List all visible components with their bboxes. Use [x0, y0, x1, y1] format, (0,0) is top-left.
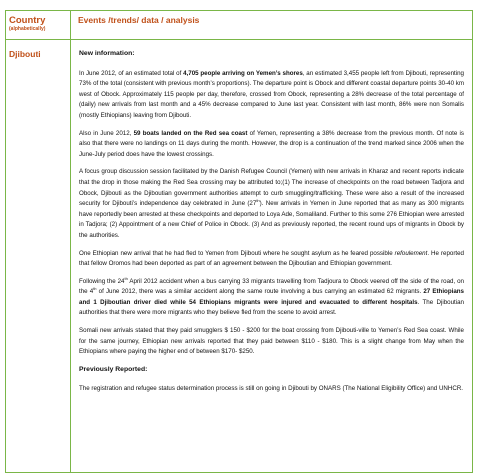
text-run: ). New arrivals in Yemen in June reported that as many as 300 migrants have reportedly been arrested at these checkpoints and deported to Loya Ade, Somaliland. Further to this some 276 Ethiopian were arrested in Tadjora; (2) Appointment of a new Chief of Police in Obock. (3) And as previously reported, the recent round ups of migrants in Obock by the authorities. [79, 200, 464, 239]
country-name: Djibouti [9, 49, 41, 59]
italic-run: refoulement [394, 249, 428, 257]
country-header-cell [6, 11, 71, 40]
text-run: , an estimated 3,455 people left from Djibouti, representing 73% of the total (consistent with previous month’s proportions). The departure point is Obock and different coastal departure points 30-40 km west of Obock. Approximately 115 people per day, therefore, crossed from Obock, representing a 28% decrease of the total percentage of (daily) new arrivals from last month and a 45% decrease compared to June last year. Consistent with last month, 86% were non Somalis (mostly Ethiopians) leaving from Djibouti. [79, 69, 464, 119]
previously-reported-heading: Previously Reported: [79, 365, 148, 373]
paragraph-refoulement [79, 249, 464, 270]
text-run: One Ethiopian new arrival that he had fled to Yemen from Djibouti where he sought asylum as he feared possible [79, 249, 395, 257]
paragraph-focus-group [79, 167, 464, 241]
events-header: Events /trends/ data / analysis [78, 15, 200, 25]
text-run: A focus group discussion session facilitated by the Danish Refugee Council (Yemen) with new arrivals in Kharaz and recent reports indicate that the drop in those making the Red Sea crossing may be attributed to;(1) The increase of checkpoints on the road between Tadjora and Obock, Djibouti as the Djiboutian government authorities attempt to curb smuggling/trafficking. These were also a result of the increased security for Djibouti’s independence day celebrated in June (27 [79, 168, 464, 208]
superscript: th [124, 275, 128, 281]
text-run: In June 2012, of an estimated total of [79, 69, 184, 77]
paragraph-boats [79, 129, 464, 161]
events-cell [71, 40, 472, 472]
bold-run: 4,705 people arriving on Yemen’s shores [183, 69, 303, 77]
country-cell [6, 40, 71, 472]
report-table [5, 10, 473, 473]
text-run: of Yemen, representing a 38% decrease from the previous month. Of note is also that there were no landings on 11 days during the month. However, the drop is a continuation of the trend marked since 2006 when the June-July period does have the lowest crossings. [79, 129, 464, 158]
text-run: Also in June 2012, [79, 129, 134, 137]
bold-run: 27 Ethiopians and 1 Djiboutian driver died while 54 Ethiopians migrants were injured and evacuated to different hospitals [79, 288, 465, 306]
paragraph-registration: The registration and refugee status determination process is still on going in Djibouti by ONARS (The National Eligibility Office) and UNHCR. [79, 385, 464, 393]
text-run: . The Djiboutian authorities that there were more migrants who they believe fled from the scene to avoid arrest. [79, 298, 464, 317]
paragraph-arrivals [79, 69, 464, 122]
text-run: of June 2012, there was a similar accident along the same route involving a bus carrying an estimated 62 migrants. [96, 288, 424, 296]
superscript: th [93, 286, 97, 292]
bold-run: 59 boats landed on the Red sea coast [133, 129, 248, 137]
superscript: th [256, 198, 260, 204]
country-header-subtitle: (alphabetically) [9, 26, 46, 32]
country-header: Country [9, 15, 46, 26]
text-run: . He reported that fellow Oromos had been deported as part of an agreement between the Djiboutian and Ethiopian government. [79, 249, 464, 268]
paragraph-smuggler-fees: Somali new arrivals stated that they paid smugglers $ 150 - $200 for the boat crossing from Djibouti-ville to Yemen’s Red Sea coast. While for the same journey, Ethiopian new arrivals reported that they paid between $110 - $180. This is a slight change from May when the Ethiopians where paying the higher end of between $170- $250. [79, 327, 464, 356]
text-run: April 2012 accident when a bus carrying 33 migrants travelling from Tadjoura to Obock veered off the side of the road, on the 4 [79, 277, 464, 296]
paragraph-accident [79, 277, 464, 319]
new-information-heading: New information: [79, 50, 135, 57]
text-run: Following the 24 [79, 277, 125, 285]
events-header-cell [71, 11, 472, 40]
